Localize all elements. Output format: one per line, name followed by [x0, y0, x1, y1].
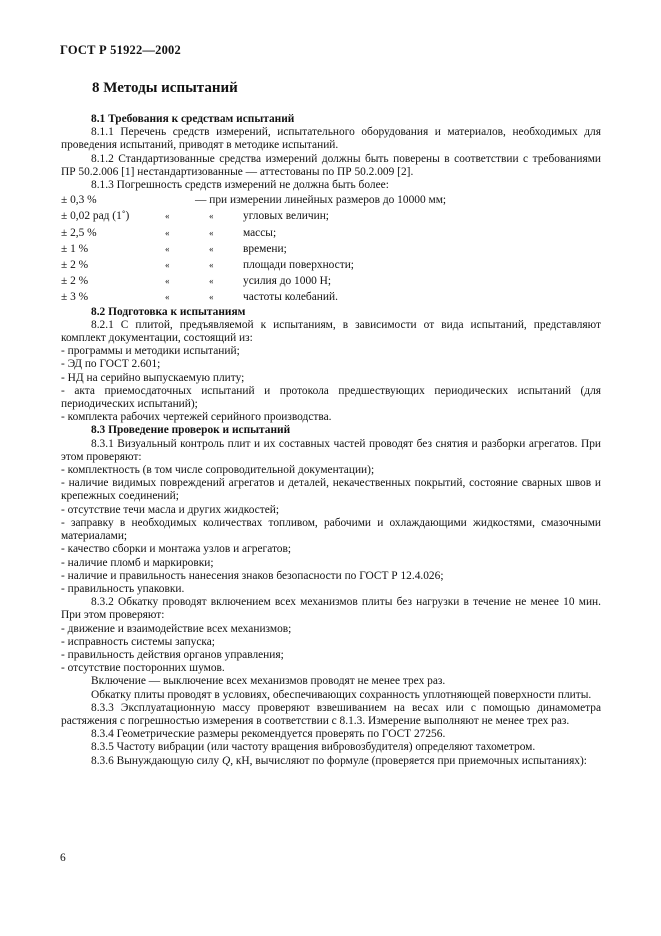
list-item: - акта приемосдаточных испытаний и протокола предшествующих периодических испытаний (для периодических испытаний); — [61, 384, 601, 411]
list-item: - наличие пломб и маркировки; — [61, 556, 214, 569]
tolerance-ditto: « — [165, 227, 170, 238]
tolerance-label: — при измерении линейных размеров до 10000 мм; — [195, 194, 447, 207]
tolerance-value: ± 1 % — [61, 242, 89, 255]
force-symbol: Q — [221, 754, 231, 767]
list-item: - наличие видимых повреждений агрегатов и деталей, некачественных покрытий, состояние сварных швов и крепежных соединений; — [61, 477, 601, 503]
list-item: - комплекта рабочих чертежей серийного производства. — [61, 411, 332, 424]
tolerance-ditto: « — [165, 292, 170, 303]
tolerance-value: ± 0,3 % — [61, 194, 97, 207]
tolerance-value: ± 2,5 % — [61, 226, 97, 239]
list-item: - комплектность (в том числе сопроводительной документации); — [61, 464, 375, 477]
tolerance-label: массы; — [243, 226, 277, 239]
tolerance-ditto: « — [209, 211, 214, 222]
tolerance-ditto: « — [165, 260, 170, 271]
paragraph-8-2-1: 8.2.1 С плитой, предъявляемой к испытаниям, в зависимости от вида испытаний, представляют комплект документации, состоящий из: — [61, 318, 601, 345]
subsection-title-8-2: 8.2 Подготовка к испытаниям — [91, 305, 246, 318]
list-item: - заправку в необходимых количествах топливом, рабочими и охлаждающими жидкостями, смазочными материалами; — [61, 516, 601, 543]
tolerance-ditto: « — [165, 276, 170, 287]
tolerance-value: ± 2 % — [61, 275, 89, 288]
paragraph-8-3-5: 8.3.5 Частоту вибрации (или частоту вращения вибровозбудителя) определяют тахометром. — [91, 741, 536, 754]
list-item: - исправность системы запуска; — [61, 635, 215, 648]
tolerance-ditto: « — [165, 243, 170, 254]
list-item: - отсутствие течи масла и других жидкостей; — [61, 503, 280, 516]
tolerance-ditto: « — [209, 276, 214, 287]
paragraph-8-3-6 — [61, 755, 601, 768]
list-item: - наличие и правильность нанесения знаков безопасности по ГОСТ Р 12.4.026; — [61, 569, 444, 582]
section-title: 8 Методы испытаний — [92, 80, 238, 96]
list-item: - правильность действия органов управления; — [61, 648, 284, 661]
tolerance-label: времени; — [243, 242, 287, 255]
subsection-title-8-1: 8.1 Требования к средствам испытаний — [91, 113, 295, 125]
tolerance-value: ± 2 % — [61, 259, 89, 272]
list-item: - качество сборки и монтажа узлов и агрегатов; — [61, 543, 292, 556]
subsection-title-8-3: 8.3 Проведение проверок и испытаний — [91, 424, 291, 437]
doc-code-header: ГОСТ Р 51922—2002 — [60, 43, 181, 57]
tolerance-ditto: « — [209, 292, 214, 303]
tolerance-label: частоты колебаний. — [243, 291, 338, 304]
list-item: - правильность упаковки. — [61, 582, 185, 595]
tolerance-ditto: « — [165, 211, 170, 222]
list-item: - движение и взаимодействие всех механизмов; — [61, 622, 292, 635]
tolerance-label: площади поверхности; — [243, 259, 354, 272]
paragraph-switching: Включение — выключение всех механизмов проводят не менее трех раз. — [91, 675, 446, 688]
paragraph-8-3-6-start: 8.3.6 Вынуждающую силу — [91, 754, 222, 767]
paragraph-8-3-2: 8.3.2 Обкатку проводят включением всех механизмов плиты без нагрузки в течение не менее 10 мин. При этом проверяют: — [61, 596, 601, 622]
tolerance-label: усилия до 1000 Н; — [243, 275, 332, 288]
tolerance-ditto: « — [209, 243, 214, 254]
paragraph-8-1-2: 8.1.2 Стандартизованные средства измерений должны быть поверены в соответствии с требованиями ПР 50.2.006 [1] нестандартизованные — аттестованы по ПР 50.2.009 [2]. — [61, 152, 601, 178]
tolerance-ditto — [151, 192, 195, 208]
paragraph-8-3-4: 8.3.4 Геометрические размеры рекомендуется проверять по ГОСТ 27256. — [91, 728, 446, 741]
tolerance-ditto: « — [209, 260, 214, 271]
list-item: - ЭД по ГОСТ 2.601; — [61, 358, 161, 371]
list-item: - НД на серийно выпускаемую плиту; — [61, 371, 245, 384]
paragraph-8-3-1: 8.3.1 Визуальный контроль плит и их составных частей проводят без снятия и разборки агрегатов. При этом проверяют: — [61, 437, 601, 463]
list-item: - отсутствие посторонних шумов. — [61, 662, 225, 675]
tolerance-value: ± 0,02 рад (1˚) — [61, 210, 130, 223]
paragraph-8-3-3: 8.3.3 Эксплуатационную массу проверяют взвешиванием на весах или с помощью динамометра растяжения с погрешностью измерения в соответствии с 8.1.3. Измерение выполняют не менее трех раз. — [61, 701, 601, 727]
tolerance-table — [61, 192, 601, 305]
paragraph-8-1-1: 8.1.1 Перечень средств измерений, испытательного оборудования и материалов, необходимых для проведения испытаний, приводят в методике испытаний. — [61, 126, 601, 152]
page-number: 6 — [60, 852, 66, 864]
tolerance-label: угловых величин; — [243, 210, 329, 223]
tolerance-value: ± 3 % — [61, 291, 89, 304]
tolerance-ditto: « — [209, 227, 214, 238]
paragraph-8-1-3: 8.1.3 Погрешность средств измерений не должна быть более: — [91, 179, 389, 192]
document-body — [61, 113, 601, 768]
paragraph-run-in: Обкатку плиты проводят в условиях, обеспечивающих сохранность уплотняющей поверхности плиты. — [91, 688, 592, 701]
list-item: - программы и методики испытаний; — [61, 345, 240, 358]
paragraph-8-3-6-end: , кН, вычисляют по формуле (проверяется при приемочных испытаниях): — [230, 754, 587, 767]
